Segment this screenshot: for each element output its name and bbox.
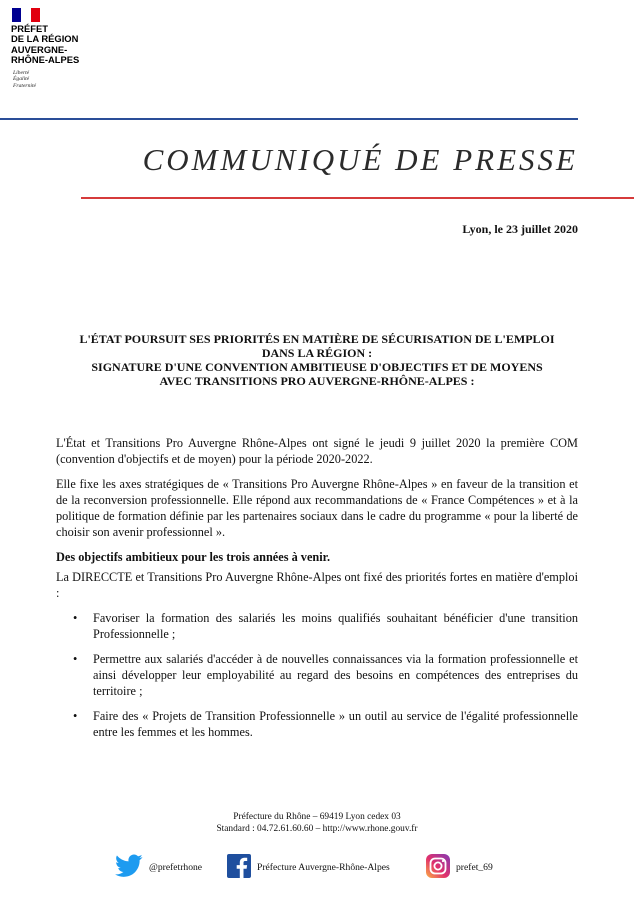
paragraph: La DIRECCTE et Transitions Pro Auvergne Rhône-Alpes ont fixé des priorités fortes en matière d'emploi : xyxy=(56,570,578,600)
list-item xyxy=(56,651,578,699)
logo-name-line: AUVERGNE- xyxy=(11,43,68,55)
instagram-handle[interactable]: prefet_69 xyxy=(456,862,493,873)
logo-motto xyxy=(13,70,121,90)
twitter-link[interactable] xyxy=(115,854,202,881)
title-line: AVEC TRANSITIONS PRO AUVERGNE-RHÔNE-ALPES : xyxy=(159,374,475,388)
dateline: Lyon, le 23 juillet 2020 xyxy=(462,222,578,236)
twitter-icon xyxy=(115,854,143,881)
title-line: DANS LA RÉGION : xyxy=(261,346,373,360)
bullet-icon: • xyxy=(73,652,78,666)
logo-name xyxy=(11,24,121,66)
logo-name-line: DE LA RÉGION xyxy=(11,33,79,45)
list-item xyxy=(56,610,578,642)
motto-line: Liberté xyxy=(13,69,30,76)
paragraph: Elle fixe les axes stratégiques de « Transitions Pro Auvergne Rhône-Alpes » en faveur de la transition et de la reconversion professionnelle. Elle répond aux recommandations de « France Compétences » et à la politique de formation définie par les partenaires sociaux dans le cadre du programme « pour la liberté de choisir son avenir professionnel ». xyxy=(56,477,578,539)
priority-list xyxy=(56,610,578,740)
instagram-link[interactable] xyxy=(426,854,493,881)
french-flag-icon xyxy=(12,8,40,22)
facebook-icon xyxy=(227,854,251,881)
press-release-title xyxy=(40,332,594,388)
footer-line[interactable]: Standard : 04.72.61.60.60 – http://www.rhone.gouv.fr xyxy=(216,824,418,834)
logo-name-line: PRÉFET xyxy=(11,23,48,34)
prefecture-logo xyxy=(11,8,121,89)
list-item-text: Favoriser la formation des salariés les moins qualifiés souhaitant bénéficier d'une transition Professionnelle ; xyxy=(93,611,578,641)
list-item xyxy=(56,708,578,740)
footer-address xyxy=(0,811,634,835)
facebook-page-name[interactable]: Préfecture Auvergne-Rhône-Alpes xyxy=(257,862,390,873)
title-line: SIGNATURE D'UNE CONVENTION AMBITIEUSE D'OBJECTIFS ET DE MOYENS xyxy=(91,360,543,374)
motto-line: Fraternité xyxy=(13,82,36,89)
press-release-body xyxy=(56,435,578,749)
instagram-icon xyxy=(426,854,450,881)
logo-name-line: RHÔNE-ALPES xyxy=(11,54,80,66)
title-line: L'ÉTAT POURSUIT SES PRIORITÉS EN MATIÈRE DE SÉCURISATION DE L'EMPLOI xyxy=(79,332,555,346)
footer-line: Préfecture du Rhône – 69419 Lyon cedex 03 xyxy=(233,812,401,822)
motto-line: Égalité xyxy=(13,76,30,83)
twitter-handle[interactable]: @prefetrhone xyxy=(149,862,203,873)
red-divider xyxy=(81,197,634,199)
page-title: COMMUNIQUÉ DE PRESSE xyxy=(142,142,578,177)
paragraph: L'État et Transitions Pro Auvergne Rhône-Alpes ont signé le jeudi 9 juillet 2020 la première COM (convention d'objectifs et de moyen) pour la période 2020-2022. xyxy=(56,436,578,466)
blue-divider xyxy=(0,118,578,120)
facebook-link[interactable] xyxy=(227,854,390,881)
section-heading: Des objectifs ambitieux pour les trois années à venir. xyxy=(56,550,331,564)
list-item-text: Faire des « Projets de Transition Professionnelle » un outil au service de l'égalité professionnelle entre les femmes et les hommes. xyxy=(93,709,578,739)
bullet-icon: • xyxy=(73,709,78,723)
bullet-icon: • xyxy=(73,611,78,625)
list-item-text: Permettre aux salariés d'accéder à de nouvelles connaissances via la formation professionnelle et ainsi développer leur employabilité au regard des besoins en compétences des entreprises du territoire ; xyxy=(93,652,578,698)
